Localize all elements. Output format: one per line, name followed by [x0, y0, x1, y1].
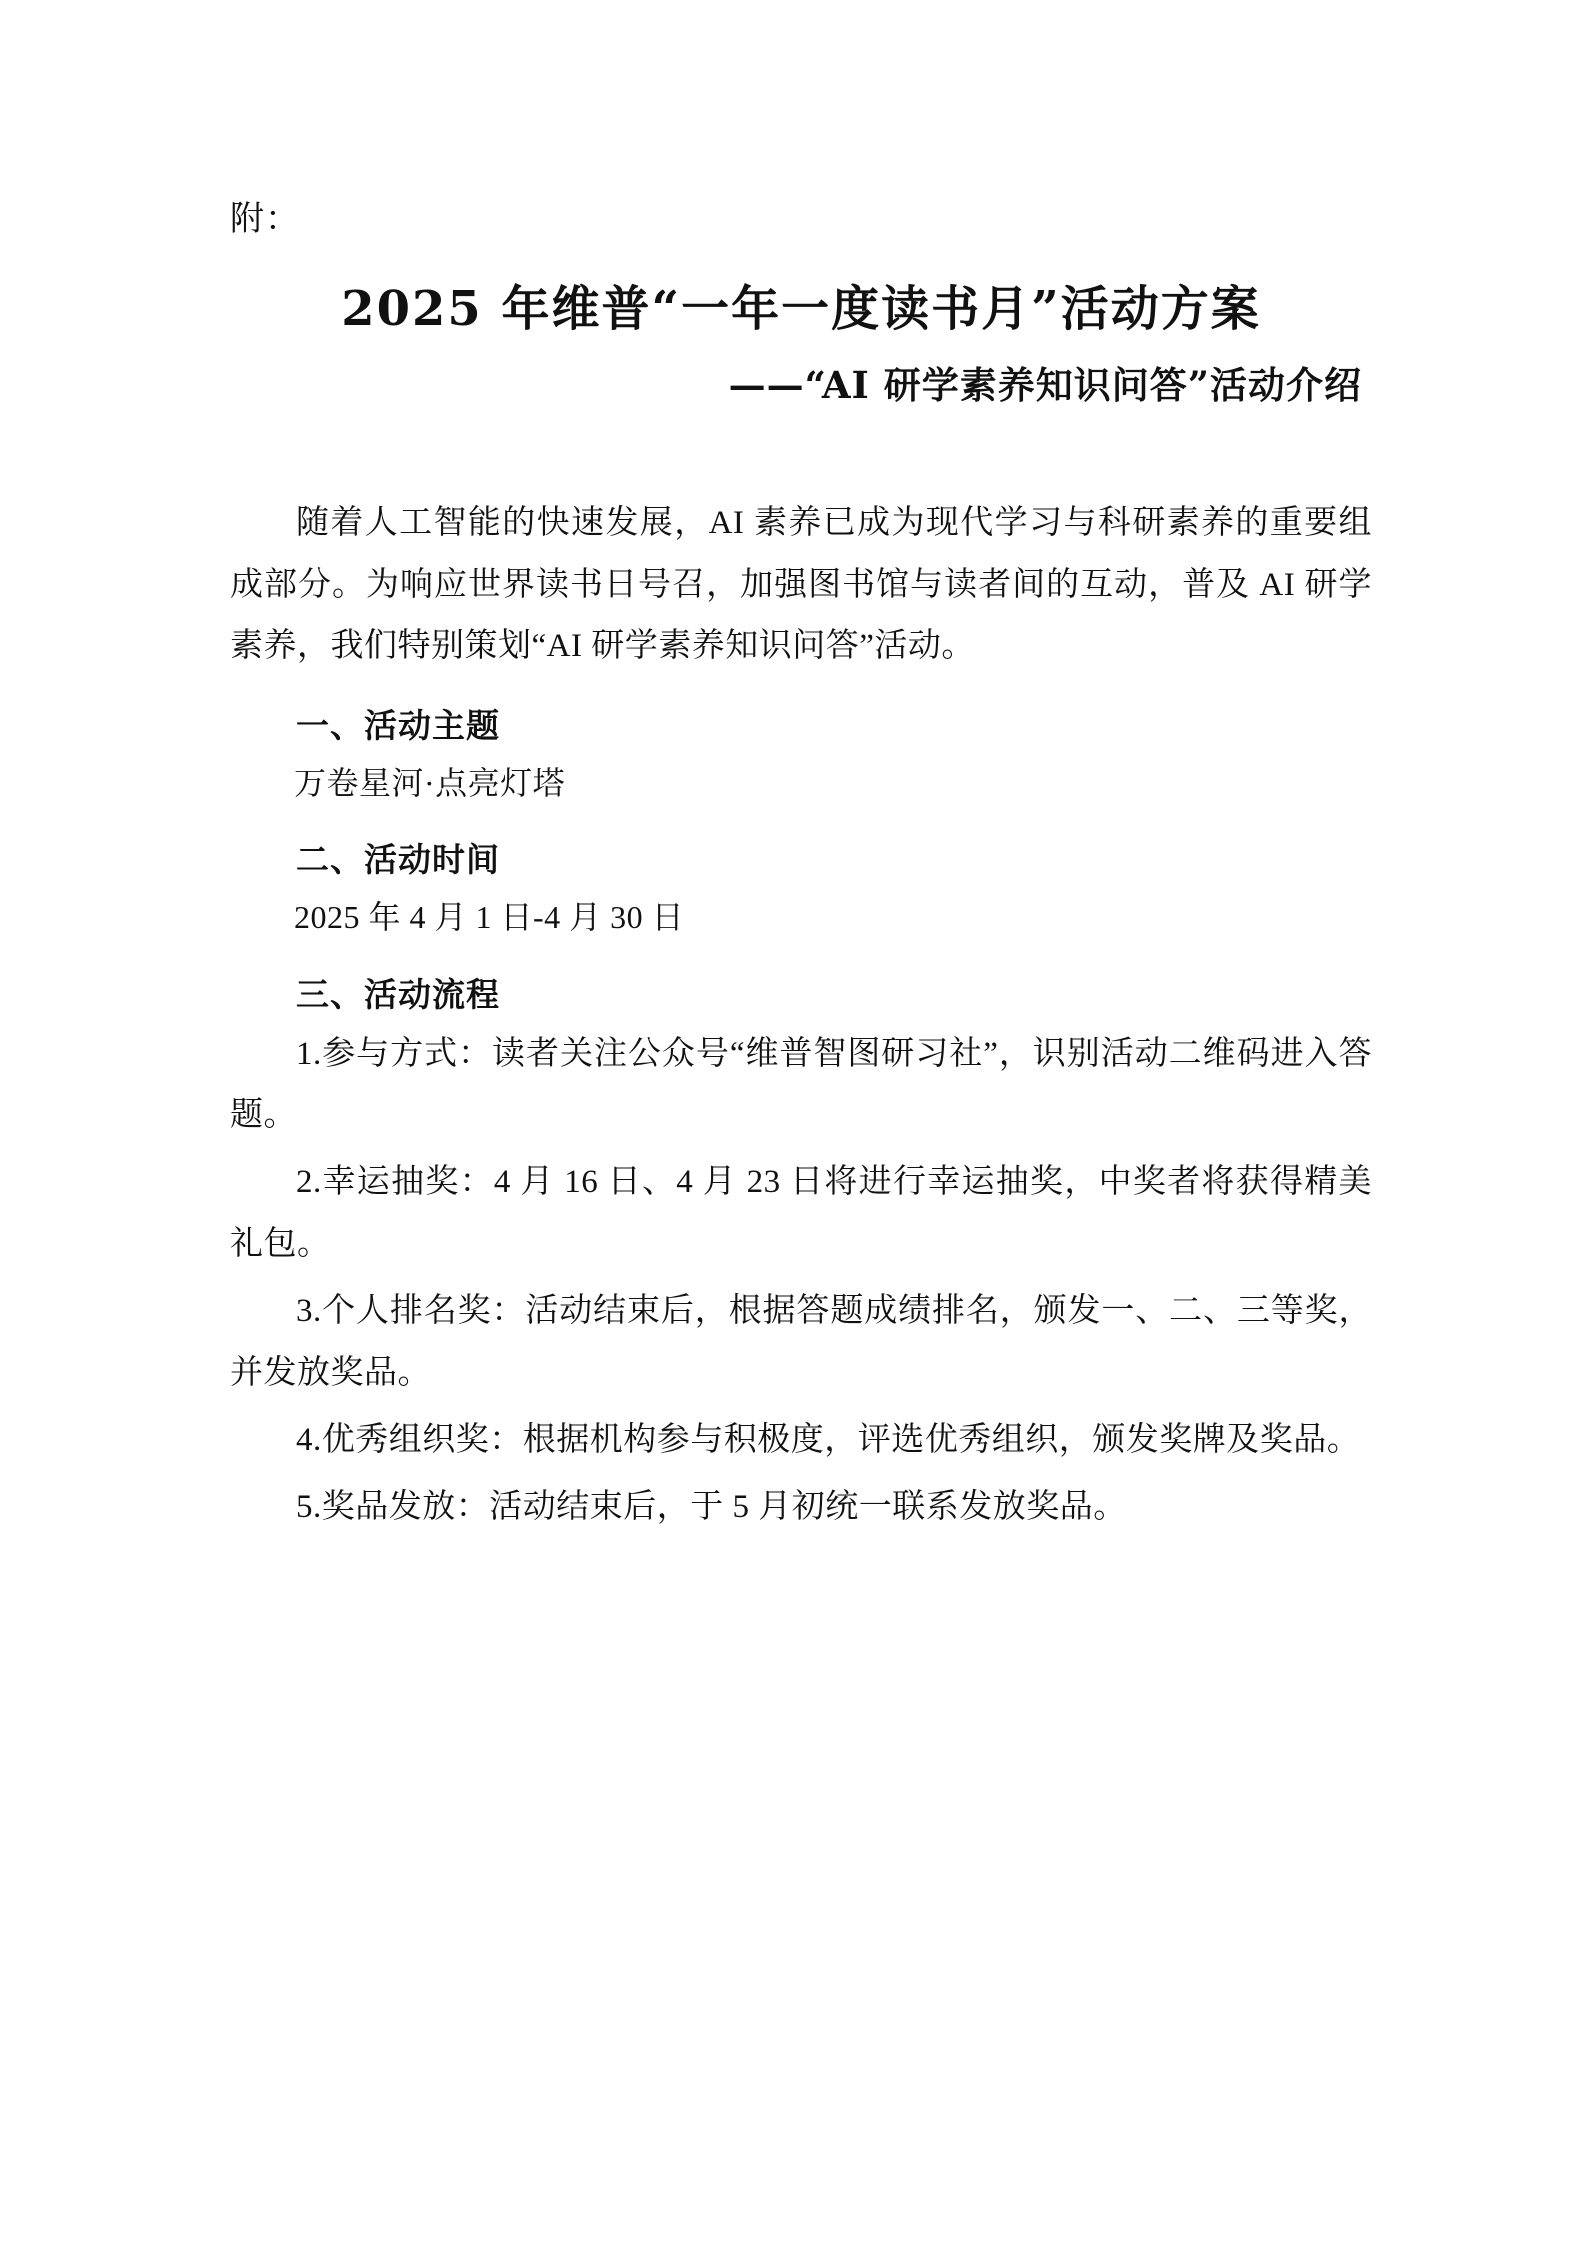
section-heading-process: 三、活动流程	[296, 974, 500, 1014]
process-item-4: 4.优秀组织奖：根据机构参与积极度，评选优秀组织，颁发奖牌及奖品。	[296, 1421, 1361, 1458]
intro-paragraph: 随着人工智能的快速发展，AI 素养已成为现代学习与科研素养的重要组成部分。为响应世界读书日号召，加强图书馆与读者间的互动，普及 AI 研学素养，我们特别策划“AI 研学素养知识问答”活动。	[230, 505, 1372, 665]
section-heading-time: 二、活动时间	[296, 840, 500, 880]
page-title: 2025 年维普“一年一度读书月”活动方案	[341, 280, 1261, 337]
section-heading-theme: 一、活动主题	[296, 705, 500, 745]
process-item-5: 5.奖品发放：活动结束后，于 5 月初统一联系发放奖品。	[296, 1489, 1127, 1526]
section-content-time: 2025 年 4 月 1 日-4 月 30 日	[294, 899, 685, 936]
attachment-label: 附：	[230, 201, 300, 238]
document-body	[230, 493, 1372, 1538]
page-subtitle: ——“AI 研学素养知识问答”活动介绍	[728, 362, 1362, 407]
process-item-3: 3.个人排名奖：活动结束后，根据答题成绩排名，颁发一、二、三等奖，并发放奖品。	[230, 1293, 1372, 1391]
process-item-2: 2.幸运抽奖：4 月 16 日、4 月 23 日将进行幸运抽奖，中奖者将获得精美礼包。	[230, 1164, 1372, 1262]
process-item-1: 1.参与方式：读者关注公众号“维普智图研习社”，识别活动二维码进入答题。	[230, 1035, 1372, 1134]
section-content-theme: 万卷星河·点亮灯塔	[294, 764, 566, 801]
